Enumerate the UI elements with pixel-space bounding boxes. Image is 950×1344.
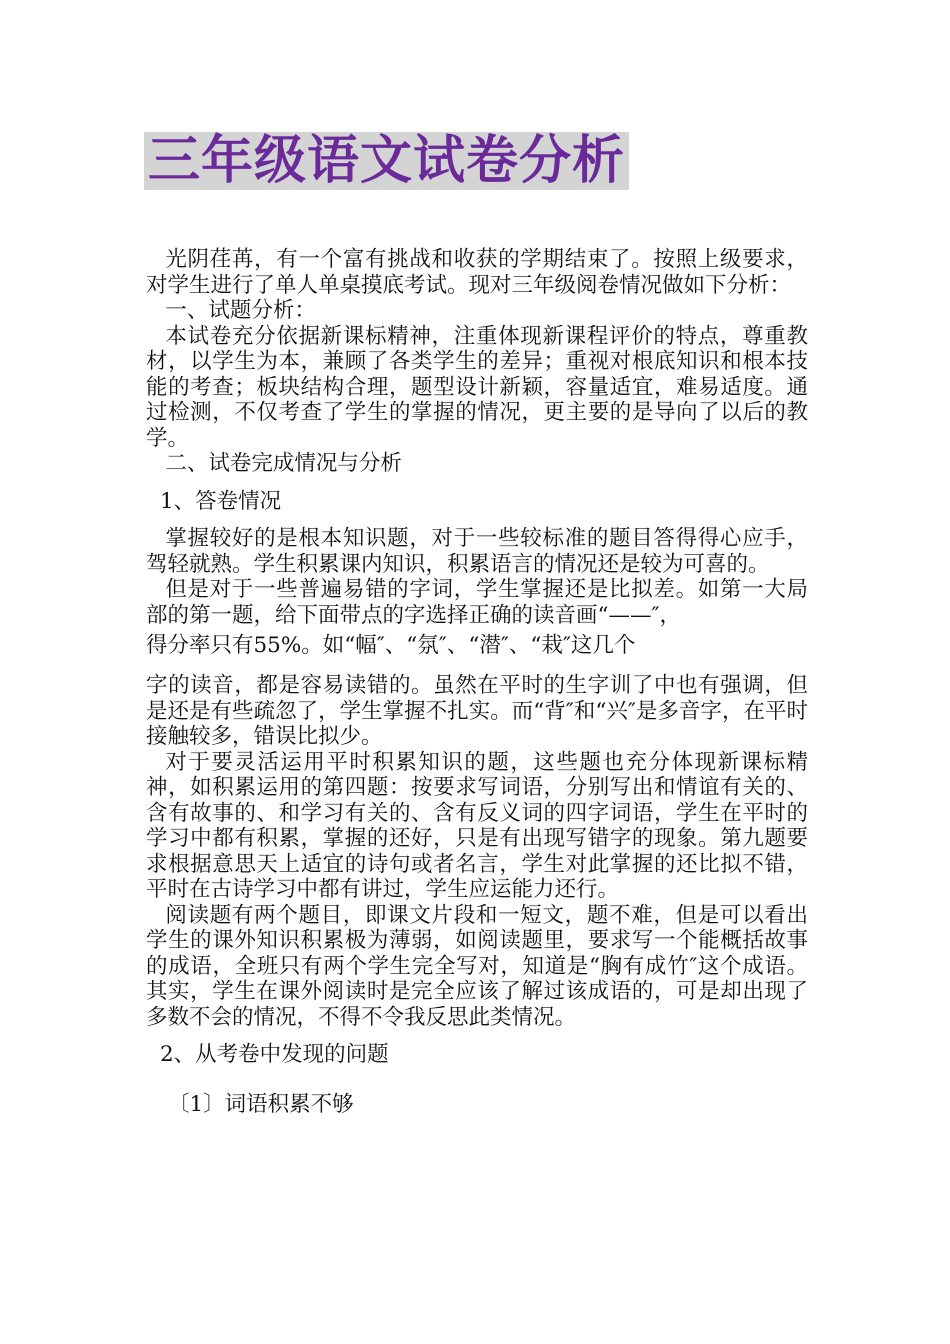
section1-heading: 一、试题分析： bbox=[165, 298, 316, 323]
sub2-heading: 2、从考卷中发现的问题 bbox=[160, 1042, 389, 1067]
weak-paragraph-part3: 字的读音，都是容易读错的。虽然在平时的生字训了中也有强调，但是还是有些疏忽了，学生掌握不扎实。而“背″和“兴″是多音字，在平时接触较多，错误比拟少。 bbox=[146, 673, 808, 749]
weak-paragraph-part2: 得分率只有55%。如“幅″、“氛″、“潜″、“栽″这几个 bbox=[146, 633, 636, 658]
reading-paragraph: 阅读题有两个题目，即课文片段和一短文，题不难，但是可以看出学生的课外知识积累极为薄弱，如阅读题里，要求写一个能概括故事的成语，全班只有两个学生完全写对，知道是“胸有成竹″这个成语。其实，学生在课外阅读时是完全应该了解过该成语的，可是却出现了多数不会的情况，不得不令我反思此类情况。 bbox=[146, 902, 808, 1030]
document-body bbox=[146, 247, 808, 1117]
weak-paragraph-part1: 但是对于一些普遍易错的字词，学生掌握还是比拟差。如第一大局部的第一题，给下面带点的字选择正确的读音画“——″， bbox=[146, 577, 808, 628]
document-title: 三年级语文试卷分析 bbox=[144, 132, 629, 190]
sub1-heading: 1、答卷情况 bbox=[160, 488, 282, 514]
sub2-item1: 〔1〕词语积累不够 bbox=[168, 1091, 354, 1117]
intro-paragraph: 光阴荏苒，有一个富有挑战和收获的学期结束了。按照上级要求，对学生进行了单人单桌摸底考试。现对三年级阅卷情况做如下分析： bbox=[146, 247, 808, 298]
good-paragraph: 掌握较好的是根本知识题，对于一些较标准的题目答得得心应手，驾轻就熟。学生积累课内知识，积累语言的情况还是较为可喜的。 bbox=[146, 526, 808, 577]
section1-paragraph: 本试卷充分依据新课标精神，注重体现新课程评价的特点，尊重教材，以学生为本，兼顾了各类学生的差异；重视对根底知识和根本技能的考查；板块结构合理，题型设计新颖，容量适宜，难易适度。通过检测，不仅考查了学生的掌握的情况，更主要的是导向了以后的教学。 bbox=[146, 323, 808, 451]
flexible-paragraph: 对于要灵活运用平时积累知识的题，这些题也充分体现新课标精神，如积累运用的第四题：按要求写词语，分别写出和情谊有关的、含有故事的、和学习有关的、含有反义词的四字词语，学生在平时的学习中都有积累，掌握的还好，只是有出现写错字的现象。第九题要求根据意思天上适宜的诗句或者名言，学生对此掌握的还比拟不错，平时在古诗学习中都有讲过，学生应运能力还行。 bbox=[146, 749, 808, 902]
section2-heading: 二、试卷完成情况与分析 bbox=[165, 451, 402, 476]
